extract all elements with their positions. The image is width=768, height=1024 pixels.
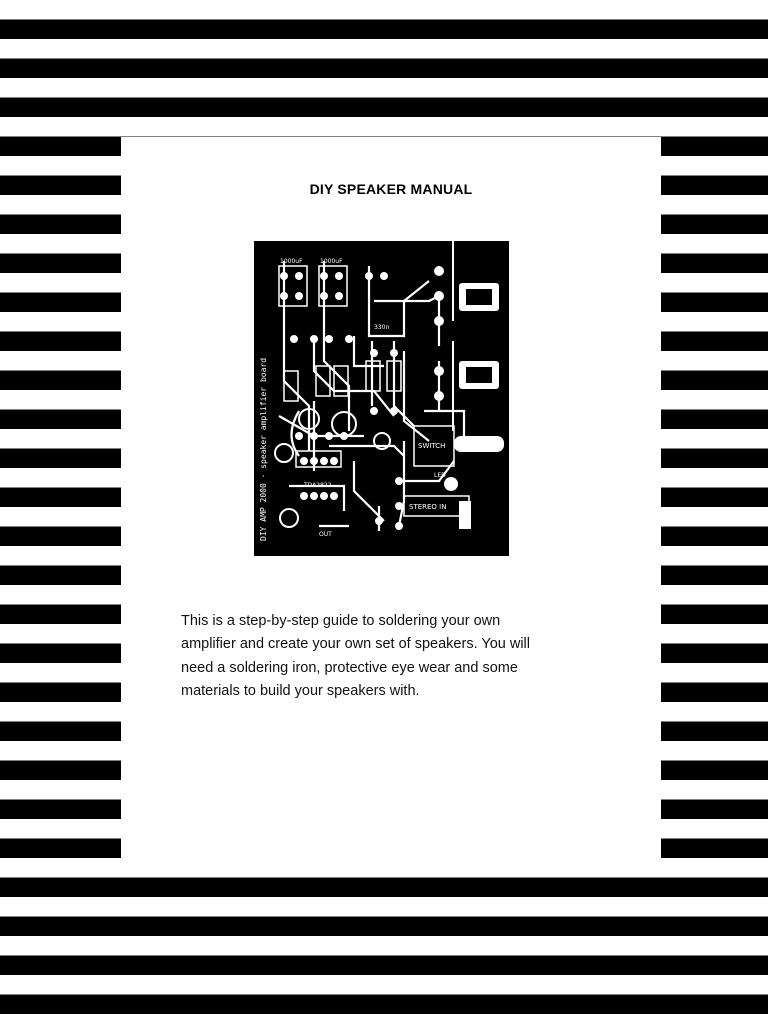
pcb-label-cap-2: 1000uF	[320, 258, 343, 265]
pcb-layout-image	[254, 241, 509, 556]
manual-page	[121, 137, 661, 859]
pcb-label-led: LED	[434, 472, 446, 479]
pcb-label-chip: TDA2822	[304, 482, 332, 489]
pcb-label-out: OUT	[319, 531, 332, 538]
board-side-text: DIY AMP 2000 · speaker amplifier board	[259, 357, 268, 541]
pcb-label-switch: SWITCH	[418, 442, 446, 450]
intro-paragraph: This is a step-by-step guide to soldering your own amplifier and create your own set of speakers. You will need a soldering iron, protective eye wear and some materials to build your speakers with.	[181, 613, 530, 699]
pcb-label-330n: 330n	[374, 324, 390, 331]
pcb-label-cap-1: 1000uF	[280, 258, 303, 265]
pcb-label-stereo-in: STEREO IN	[409, 503, 447, 511]
page-title: DIY SPEAKER MANUAL	[309, 181, 473, 197]
